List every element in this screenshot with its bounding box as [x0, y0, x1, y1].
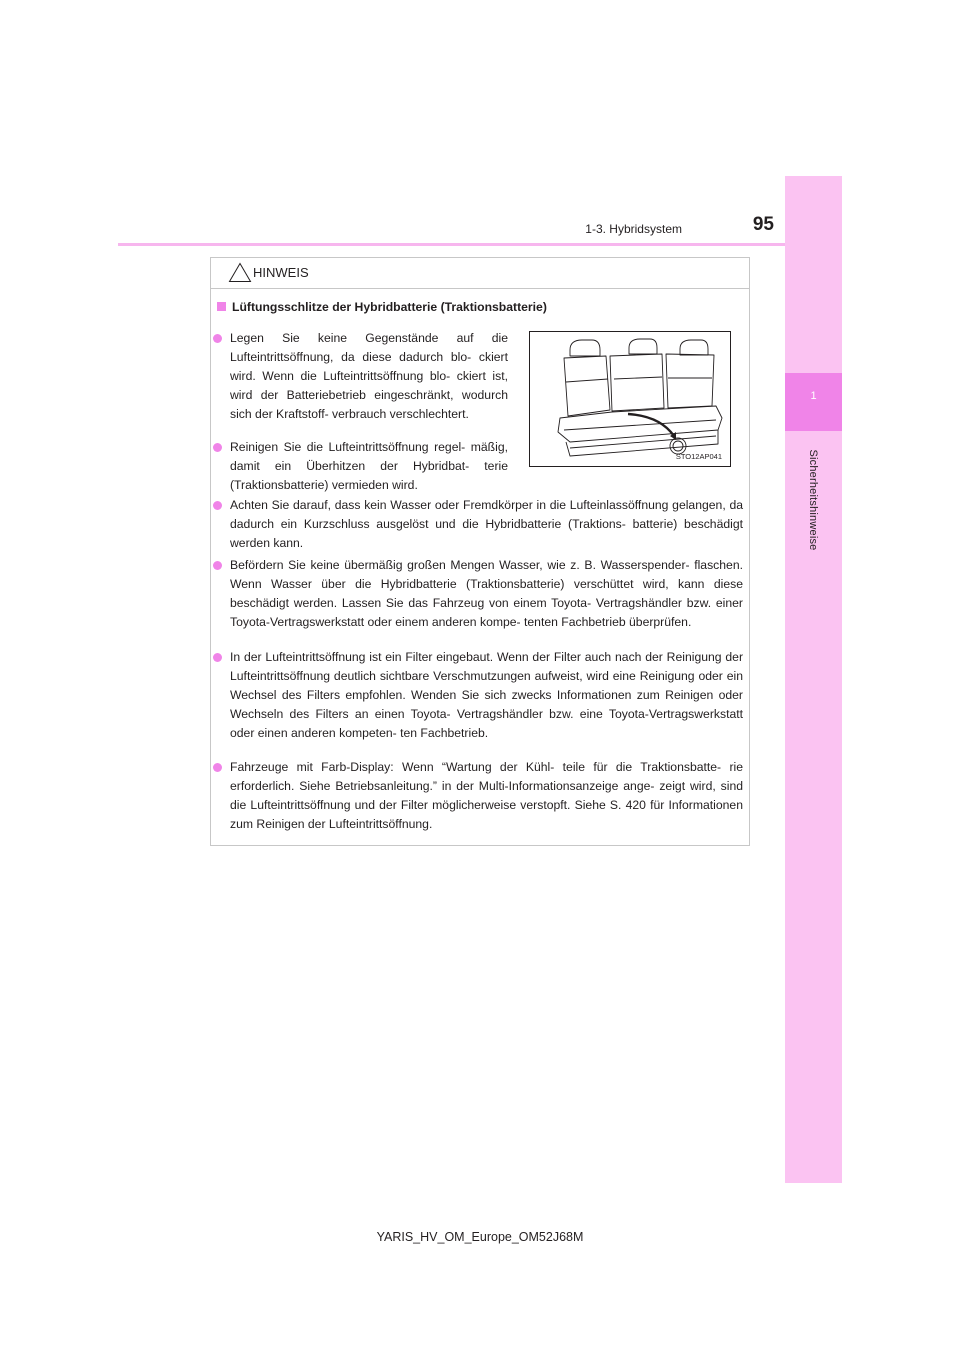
section-title: 1-3. Hybridsystem — [585, 222, 682, 236]
header-rule — [118, 243, 785, 246]
chapter-side-strip — [785, 176, 842, 1183]
notice-box — [210, 257, 750, 846]
subheading-text: Lüftungsschlitze der Hybridbatterie (Traktionsbatterie) — [232, 300, 547, 314]
notice-item — [230, 648, 743, 743]
bullet-icon — [213, 763, 222, 772]
rear-seat-drawing — [530, 332, 730, 466]
notice-header — [211, 258, 749, 289]
bullet-icon — [213, 443, 222, 452]
notice-item — [230, 438, 508, 495]
warning-triangle-icon — [228, 262, 252, 283]
notice-item-text: Reinigen Sie die Lufteintrittsöffnung regel- mäßig, damit ein Überhitzen der Hybridbat- terie (Traktionsbatterie) vermieden wird. — [230, 440, 508, 492]
notice-item — [230, 556, 743, 632]
notice-item-text: In der Lufteintrittsöffnung ist ein Filter eingebaut. Wenn der Filter auch nach der Reinigung der Lufteintrittsöffnung deutlich sichtbare Verschmutzungen aufweist, wird eine Reinigung oder ein Wechsel des Filters empfohlen. Wenden Sie sich zwecks Informationen zum Reinigen oder Wechseln des Filters an einen Toyota- Vertragshändler bzw. eine Toyota-Vertragswerkstatt oder einen anderen kompeten- ten Fachbetrieb. — [230, 650, 743, 740]
notice-item — [230, 758, 743, 834]
notice-item-text: Achten Sie darauf, dass kein Wasser oder Fremdkörper in die Lufteinlassöffnung gelangen, da dadurch ein Kurzschluss ausgelöst und die Hybridbatterie (Traktions- batterie) beschädigt werden kann. — [230, 498, 743, 550]
document-id: YARIS_HV_OM_Europe_OM52J68M — [376, 1230, 584, 1244]
chapter-tab — [785, 373, 842, 431]
bullet-icon — [213, 561, 222, 570]
bullet-icon — [213, 653, 222, 662]
notice-item-text: Fahrzeuge mit Farb-Display: Wenn “Wartung der Kühl- teile für die Traktionsbatte- rie erforderlich. Siehe Betriebsanleitung.” in der Multi-Informationsanzeige ange- zeigt wird, sind die Lufteintrittsöffnung und der Filter möglicherweise verstopft. Siehe S. 420 für Informationen zum Reinigen der Lufteintrittsöffnung. — [230, 760, 743, 831]
notice-item-text: Legen Sie keine Gegenstände auf die Lufteintrittsöffnung, da diese dadurch blo- ckiert wird. Wenn die Lufteintrittsöffnung blo- ckiert ist, wird der Batteriebetrieb eingeschränkt, wodurch sich der Kraftstoff- verbrauch verschlechtert. — [230, 331, 508, 421]
page-number: 95 — [752, 214, 774, 235]
chapter-title: Sicherheitshinweise — [807, 449, 819, 551]
notice-subheading — [217, 300, 737, 314]
bullet-icon — [213, 334, 222, 343]
chapter-number: 1 — [810, 390, 817, 402]
notice-item — [230, 496, 743, 553]
notice-item-text: Befördern Sie keine übermäßig großen Mengen Wasser, wie z. B. Wasserspender- flaschen. Wenn Wasser über die Hybridbatterie (Traktionsbatterie) verschüttet wird, kann diese beschädigt werden. Lassen Sie das Fahrzeug von einem Toyota- Vertragshändler bzw. einer Toyota-Vertragswerkstatt oder einem anderen kompe- tenten Fachbetrieb überprüfen. — [230, 558, 743, 629]
square-bullet-icon — [217, 302, 226, 311]
rear-seat-illustration — [529, 331, 731, 467]
figure-code: STO12AP041 — [675, 452, 722, 461]
notice-title: HINWEIS — [253, 265, 309, 280]
bullet-icon — [213, 501, 222, 510]
notice-item — [230, 329, 508, 424]
